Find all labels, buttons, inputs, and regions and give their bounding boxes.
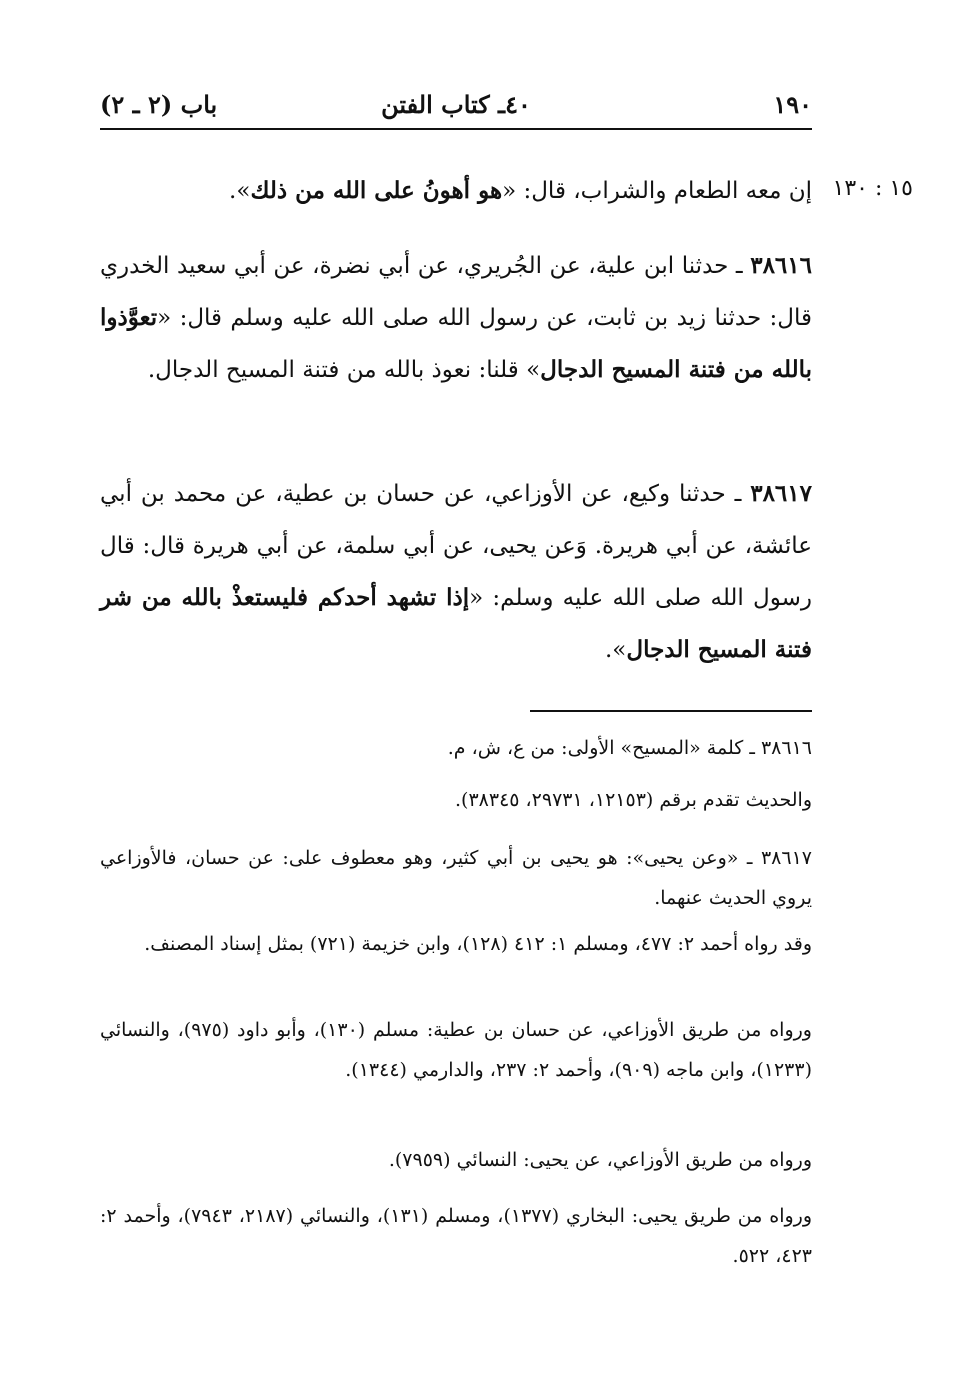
hadith-text-end: » قلنا: نعوذ بالله من فتنة المسيح الدجال. [147,357,541,383]
footnote-divider [530,710,812,712]
margin-reference: ١٥ : ١٣٠ [832,176,913,201]
page-number: ١٩٠ [773,90,812,119]
book-title: ٤٠ـ كتاب الفتن [381,90,531,119]
hadith-quote: إذا تشهد أحدكم فليستعذْ بالله من شر فتنة المسيح الدجال [100,584,812,663]
footnote-2: والحديث تقدم برقم (١٢١٥٣، ٢٩٧٣١، ٣٨٣٤٥). [455,789,812,811]
hadith-text: ـ حدثنا وكيع، عن الأوزاعي، عن حسان بن عطية، عن محمد بن أبي عائشة، عن أبي هريرة. وَعن يحيى، عن أبي سلمة، عن أبي هريرة قال: قال رسول الله صلى الله عليه وسلم: « [100,481,812,611]
hadith-number: ٣٨٦١٧ [750,480,812,507]
hadith-number: ٣٨٦١٦ [750,252,812,279]
footnote-1: ٣٨٦١٦ ـ كلمة «المسيح» الأولى: من ع، ش، م. [447,737,812,759]
hadith-quote: تعوَّذوا بالله من فتنة المسيح الدجال [100,304,812,383]
chapter-label: باب (٢ ـ ٢) [100,90,218,119]
hadith-38617 [100,468,812,676]
footnote-5: ورواه من طريق الأوزاعي، عن حسان بن عطية: مسلم (١٣٠)، وأبو داود (٩٧٥)، والنسائي (١٢٣٣)، وابن ماجه (٩٠٩)، وأحمد ٢: ٢٣٧، والدارمي (١٣٤٤). [100,1019,812,1081]
footnote-7: ورواه من طريق يحيى: البخاري (١٣٧٧)، ومسلم (١٣١)، والنسائي (٢١٨٧، ٧٩٤٣)، وأحمد ٢: ٤٢٣، ٥٢٢. [100,1205,813,1267]
footnote-3: ٣٨٦١٧ ـ «وعن يحيى»: هو يحيى بن أبي كثير، وهو معطوف على: عن حسان، فالأوزاعي يروي الحديث عنهما. [100,847,812,909]
hadith-text-end: ». [604,637,627,663]
continuation-line [100,165,812,217]
continuation-end: ». [229,178,251,204]
page-header [100,84,812,130]
footnote-6: ورواه من طريق الأوزاعي، عن يحيى: النسائي (٧٩٥٩). [388,1149,812,1171]
hadith-38616 [100,240,812,396]
footnote-4: وقد رواه أحمد ٢: ٤٧٧، ومسلم ١: ٤١٢ (١٢٨)، وابن خزيمة (٧٢١) بمثل إسناد المصنف. [144,933,812,955]
continuation-quote: هو أهونُ على الله من ذلك [250,177,503,204]
continuation-text: إن معه الطعام والشراب، قال: « [502,178,812,204]
hadith-text: ـ حدثنا ابن علية، عن الجُريري، عن أبي نضرة، عن أبي سعيد الخدري قال: حدثنا زيد بن ثابت، عن رسول الله صلى الله عليه وسلم قال: « [100,253,812,331]
